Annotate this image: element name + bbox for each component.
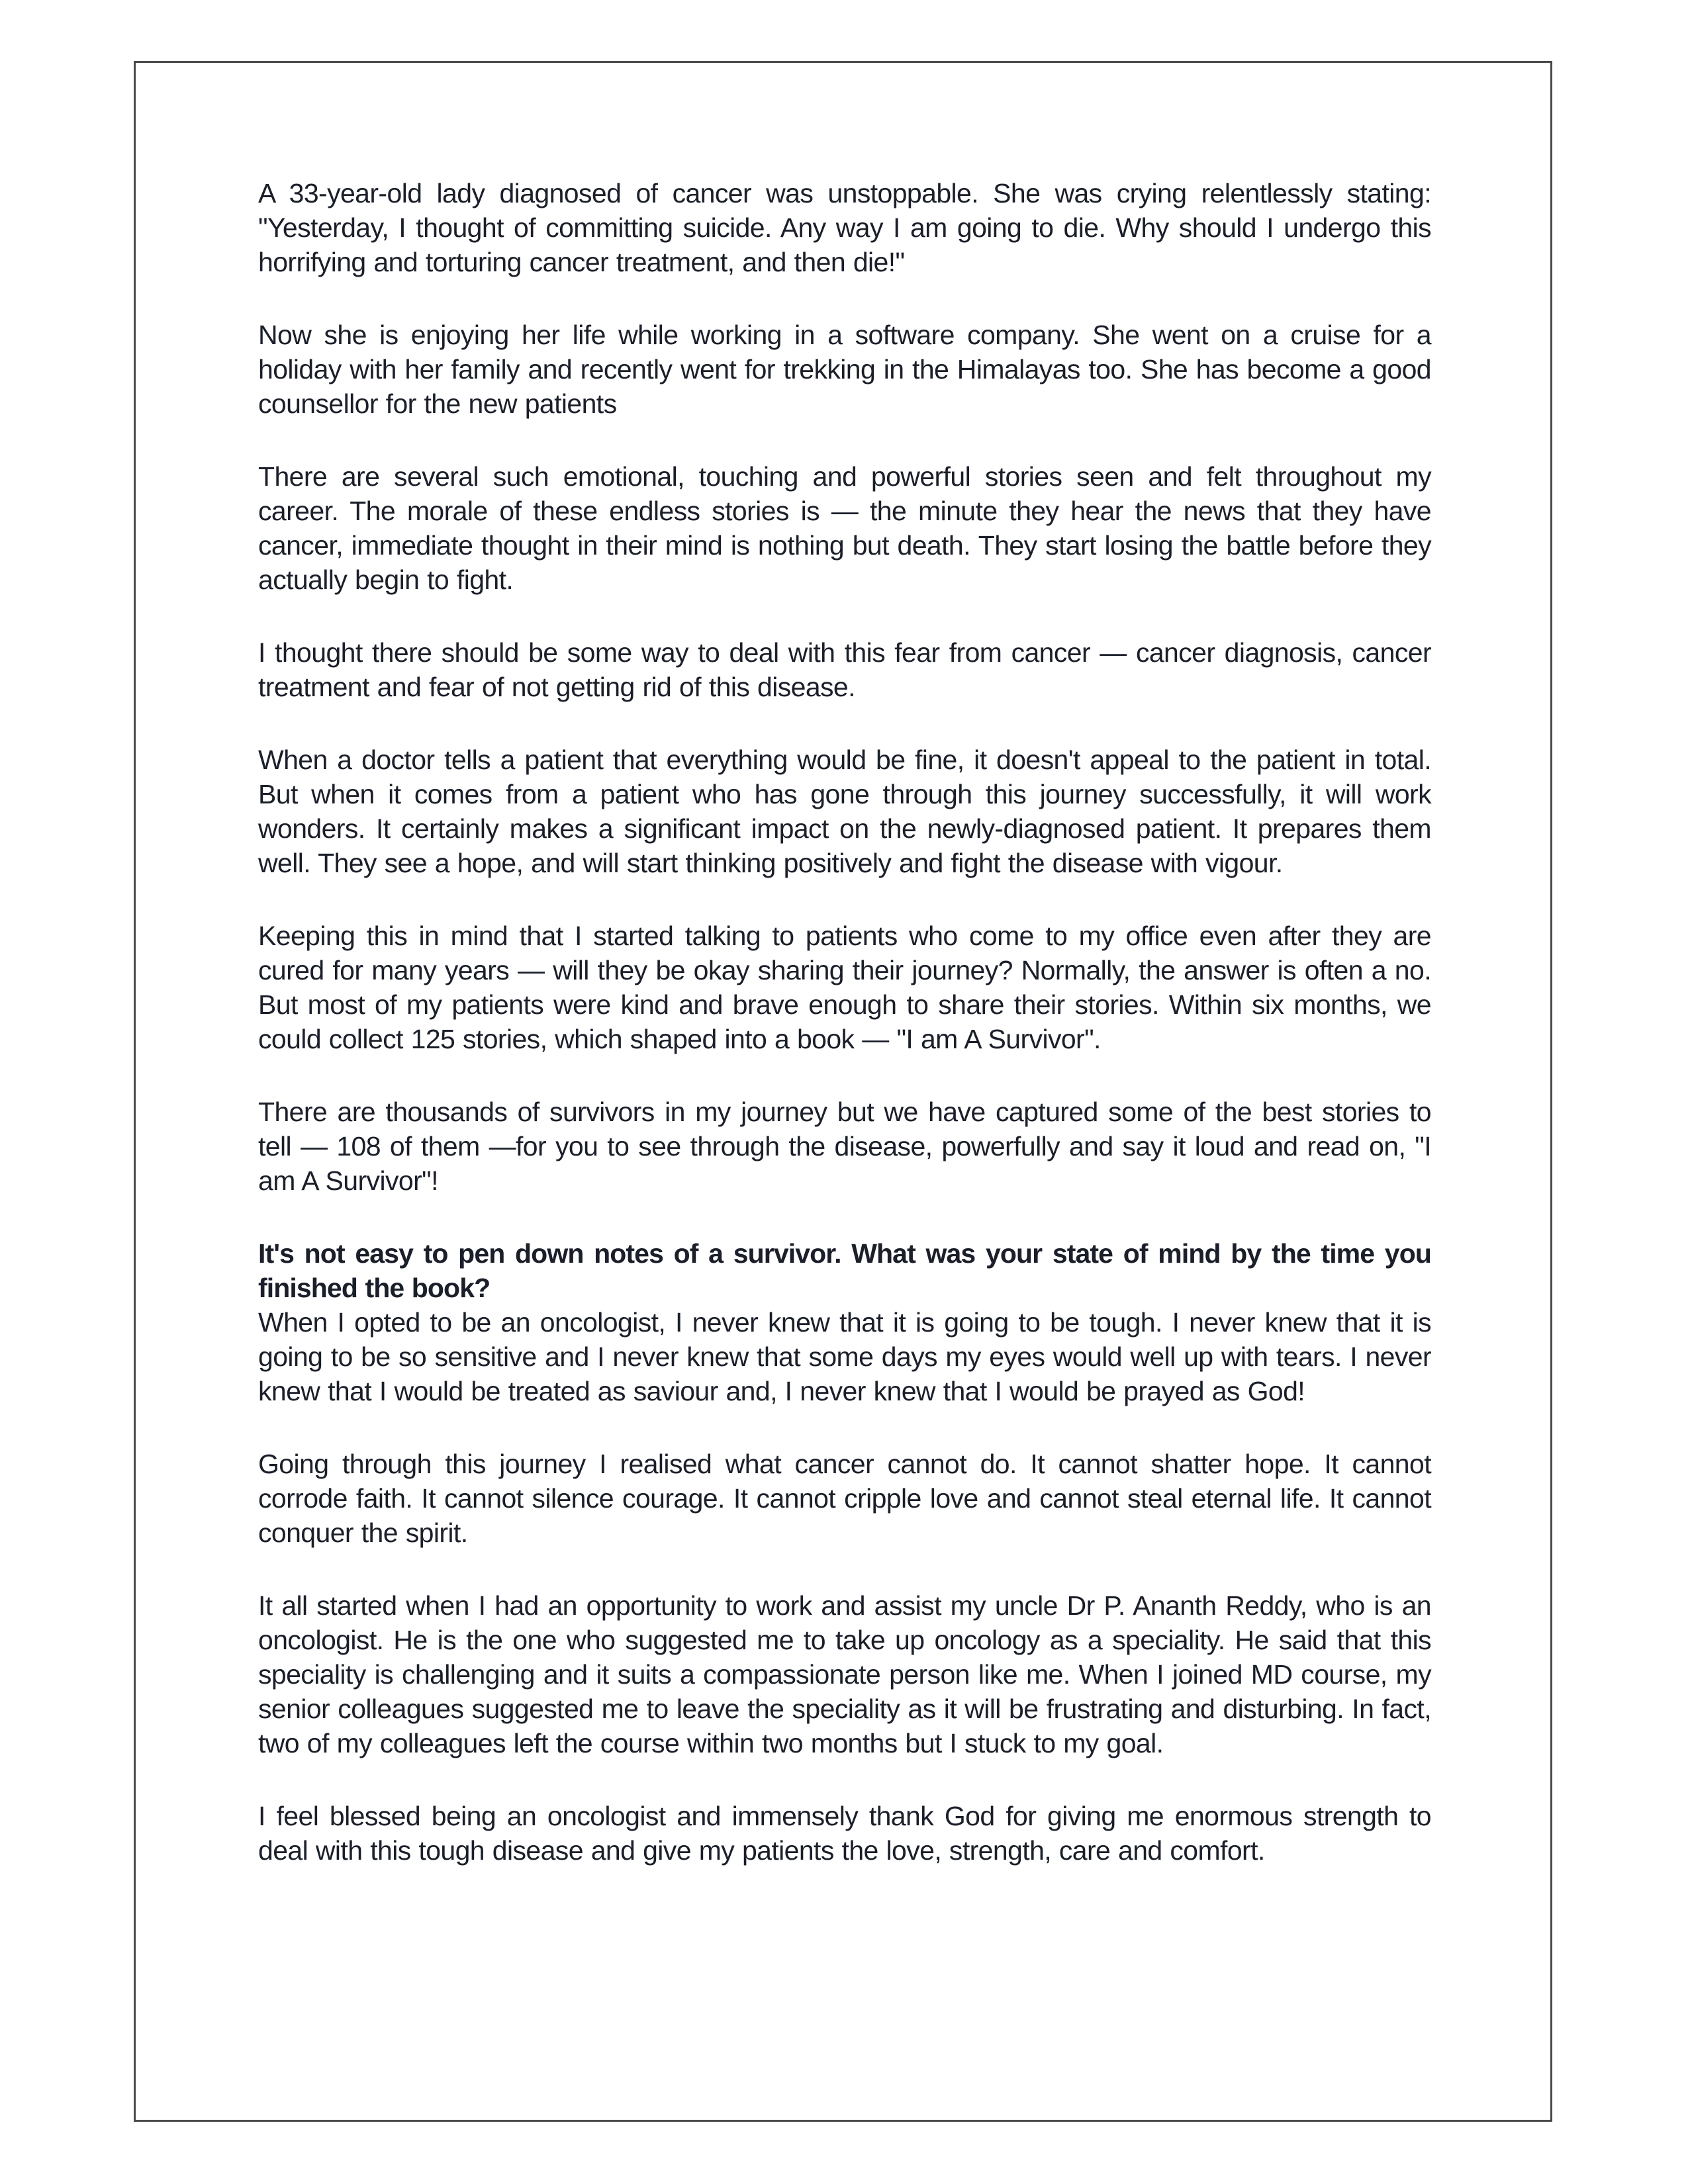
paragraph-4: I thought there should be some way to deal with this fear from cancer — cancer diagnosis, cancer treatment and fear of not getting rid of this disease. — [258, 637, 1431, 702]
interview-question: It's not easy to pen down notes of a survivor. What was your state of mind by the time you finished the book? — [258, 1238, 1431, 1303]
article-body — [258, 176, 1431, 1906]
paragraph-3: There are several such emotional, touching and powerful stories seen and felt throughout my career. The morale of these endless stories is — the minute they hear the news that they have cancer, immediate thought in their mind is nothing but death. They start losing the battle before they actually begin to fight. — [258, 461, 1431, 595]
interview-answer: When I opted to be an oncologist, I never knew that it is going to be tough. I never knew that it is going to be so sensitive and I never knew that some days my eyes would well up with tears. I never knew that I would be treated as saviour and, I never knew that I would be prayed as God! — [258, 1307, 1431, 1406]
paragraph-6: Keeping this in mind that I started talking to patients who come to my office even after they are cured for many years — will they be okay sharing their journey? Normally, the answer is often a no. But most of my patients were kind and brave enough to share their stories. Within six months, we could collect 125 stories, which shaped into a book — "I am A Survivor". — [258, 921, 1431, 1054]
paragraph-2: Now she is enjoying her life while working in a software company. She went on a cruise for a holiday with her family and recently went for trekking in the Himalayas too. She has become a good counsellor for the new patients — [258, 320, 1431, 419]
paragraph-7: There are thousands of survivors in my journey but we have captured some of the best stories to tell — 108 of them —for you to see through the disease, powerfully and say it loud and read on, "I am A Survivor"! — [258, 1097, 1431, 1196]
paragraph-8: Going through this journey I realised what cancer cannot do. It cannot shatter hope. It cannot corrode faith. It cannot silence courage. It cannot cripple love and cannot steal eternal life. It cannot conquer the spirit. — [258, 1449, 1431, 1548]
paragraph-1: A 33-year-old lady diagnosed of cancer was unstoppable. She was crying relentlessly stating: "Yesterday, I thought of committing suicide. Any way I am going to die. Why should I undergo this horrifying and torturing cancer treatment, and then die!" — [258, 178, 1431, 277]
paragraph-10: I feel blessed being an oncologist and immensely thank God for giving me enormous strength to deal with this tough disease and give my patients the love, strength, care and comfort. — [258, 1801, 1431, 1866]
interview-qa — [258, 1236, 1431, 1408]
paragraph-5: When a doctor tells a patient that everything would be fine, it doesn't appeal to the patient in total. But when it comes from a patient who has gone through this journey successfully, it will work wonders. It certainly makes a significant impact on the newly-diagnosed patient. It prepares them well. They see a hope, and will start thinking positively and fight the disease with vigour. — [258, 745, 1431, 878]
paragraph-9: It all started when I had an opportunity to work and assist my uncle Dr P. Ananth Reddy, who is an oncologist. He is the one who suggested me to take up oncology as a speciality. He said that this speciality is challenging and it suits a compassionate person like me. When I joined MD course, my senior colleagues suggested me to leave the speciality as it will be frustrating and disturbing. In fact, two of my colleagues left the course within two months but I stuck to my goal. — [258, 1590, 1431, 1758]
